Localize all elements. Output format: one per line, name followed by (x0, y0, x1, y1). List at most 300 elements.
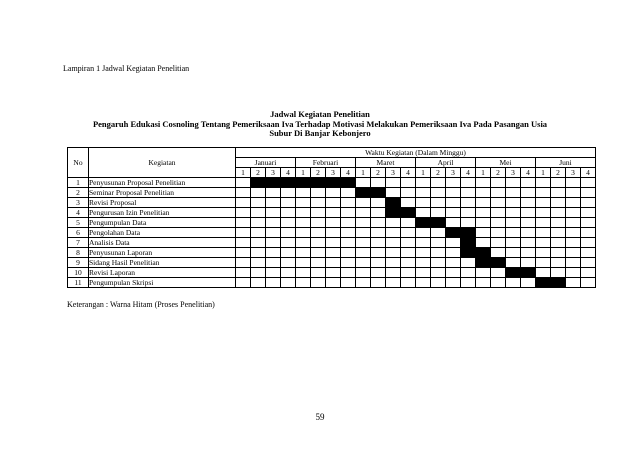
week-header: 1 (416, 168, 431, 178)
schedule-cell-active (401, 208, 416, 218)
schedule-cell (296, 248, 311, 258)
schedule-cell (281, 268, 296, 278)
table-row (68, 178, 596, 188)
row-number: 10 (68, 268, 89, 278)
schedule-cell (416, 248, 431, 258)
schedule-cell (296, 268, 311, 278)
schedule-cell (566, 238, 581, 248)
schedule-cell-active (371, 188, 386, 198)
schedule-cell (521, 178, 536, 188)
schedule-cell (566, 278, 581, 288)
schedule-cell (281, 248, 296, 258)
schedule-cell (431, 178, 446, 188)
schedule-cell (296, 228, 311, 238)
schedule-cell (281, 198, 296, 208)
schedule-cell (551, 238, 566, 248)
schedule-cell (236, 228, 251, 238)
schedule-cell-active (326, 178, 341, 188)
schedule-cell-active (551, 278, 566, 288)
schedule-cell (476, 228, 491, 238)
schedule-cell (551, 198, 566, 208)
schedule-cell (416, 198, 431, 208)
schedule-cell (461, 188, 476, 198)
schedule-cell (551, 258, 566, 268)
schedule-cell (401, 278, 416, 288)
schedule-cell (311, 188, 326, 198)
schedule-cell (341, 228, 356, 238)
schedule-cell (356, 228, 371, 238)
schedule-cell (251, 188, 266, 198)
schedule-cell (386, 258, 401, 268)
schedule-cell (326, 188, 341, 198)
schedule-cell (386, 248, 401, 258)
week-header: 3 (266, 168, 281, 178)
schedule-cell (416, 178, 431, 188)
schedule-cell (326, 278, 341, 288)
schedule-cell-active (416, 218, 431, 228)
schedule-cell (461, 268, 476, 278)
schedule-cell (401, 188, 416, 198)
schedule-cell (251, 258, 266, 268)
schedule-cell (461, 258, 476, 268)
week-header: 3 (566, 168, 581, 178)
schedule-cell (236, 178, 251, 188)
schedule-cell (386, 278, 401, 288)
schedule-cell (236, 258, 251, 268)
schedule-cell (536, 198, 551, 208)
schedule-cell (311, 228, 326, 238)
schedule-cell (476, 198, 491, 208)
schedule-cell (491, 188, 506, 198)
table-row (68, 218, 596, 228)
schedule-cell (266, 198, 281, 208)
schedule-cell (581, 198, 596, 208)
table-row (68, 238, 596, 248)
schedule-cell (506, 218, 521, 228)
week-header: 3 (506, 168, 521, 178)
week-header: 2 (371, 168, 386, 178)
schedule-cell (251, 218, 266, 228)
week-header: 1 (536, 168, 551, 178)
schedule-cell (311, 238, 326, 248)
schedule-cell (581, 248, 596, 258)
lampiran-caption: Lampiran 1 Jadwal Kegiatan Penelitian (63, 64, 190, 73)
schedule-cell-active (296, 178, 311, 188)
schedule-cell (251, 198, 266, 208)
schedule-cell (386, 178, 401, 188)
schedule-cell (446, 218, 461, 228)
schedule-cell (311, 278, 326, 288)
schedule-cell (326, 198, 341, 208)
schedule-cell (476, 238, 491, 248)
schedule-cell (236, 268, 251, 278)
schedule-cell (386, 238, 401, 248)
schedule-cell (401, 238, 416, 248)
schedule-cell (311, 248, 326, 258)
page-number: 59 (315, 412, 325, 422)
schedule-cell (506, 248, 521, 258)
schedule-cell (266, 188, 281, 198)
schedule-cell (401, 228, 416, 238)
week-header: 3 (326, 168, 341, 178)
schedule-cell-active (386, 208, 401, 218)
schedule-cell (236, 198, 251, 208)
schedule-cell (506, 178, 521, 188)
row-number: 11 (68, 278, 89, 288)
schedule-cell (536, 238, 551, 248)
table-row (68, 258, 596, 268)
schedule-cell (296, 188, 311, 198)
row-number: 2 (68, 188, 89, 198)
schedule-cell (236, 188, 251, 198)
week-header: 2 (491, 168, 506, 178)
schedule-cell (521, 188, 536, 198)
schedule-cell (506, 198, 521, 208)
schedule-cell (251, 208, 266, 218)
schedule-cell (431, 238, 446, 248)
schedule-cell (356, 268, 371, 278)
schedule-cell (371, 238, 386, 248)
schedule-cell (236, 278, 251, 288)
schedule-cell (356, 218, 371, 228)
week-header: 4 (461, 168, 476, 178)
schedule-cell (566, 198, 581, 208)
schedule-cell (311, 208, 326, 218)
schedule-cell (476, 268, 491, 278)
schedule-cell (341, 268, 356, 278)
schedule-cell (491, 208, 506, 218)
activity-name: Penyusunan Laporan (89, 248, 236, 258)
table-row (68, 228, 596, 238)
schedule-cell (506, 228, 521, 238)
schedule-cell (356, 238, 371, 248)
schedule-cell (461, 208, 476, 218)
schedule-cell (356, 278, 371, 288)
schedule-cell (506, 188, 521, 198)
schedule-cell (356, 248, 371, 258)
schedule-cell (401, 248, 416, 258)
week-header: 4 (341, 168, 356, 178)
schedule-cell (551, 208, 566, 218)
row-number: 8 (68, 248, 89, 258)
schedule-cell-active (251, 178, 266, 188)
schedule-cell (431, 268, 446, 278)
schedule-cell (566, 268, 581, 278)
activity-name: Pengurusan Izin Penelitian (89, 208, 236, 218)
schedule-cell (371, 258, 386, 268)
schedule-cell (326, 238, 341, 248)
week-header: 1 (476, 168, 491, 178)
row-number: 1 (68, 178, 89, 188)
schedule-cell (446, 268, 461, 278)
schedule-cell (536, 188, 551, 198)
schedule-cell (536, 218, 551, 228)
month-header: Februari (296, 158, 356, 168)
header-kegiatan: Kegiatan (89, 148, 236, 178)
schedule-cell (326, 218, 341, 228)
schedule-cell-active (476, 258, 491, 268)
schedule-cell (446, 178, 461, 188)
schedule-cell (566, 228, 581, 238)
schedule-cell (326, 208, 341, 218)
table-row (68, 208, 596, 218)
week-header: 4 (401, 168, 416, 178)
week-header: 2 (551, 168, 566, 178)
schedule-cell (356, 178, 371, 188)
schedule-cell (506, 208, 521, 218)
schedule-cell (476, 218, 491, 228)
schedule-cell-active (266, 178, 281, 188)
schedule-cell (386, 188, 401, 198)
schedule-cell (566, 248, 581, 258)
schedule-cell (356, 258, 371, 268)
schedule-cell (266, 208, 281, 218)
schedule-cell (551, 268, 566, 278)
schedule-cell (506, 238, 521, 248)
schedule-cell (521, 248, 536, 258)
schedule-cell (431, 228, 446, 238)
schedule-table (67, 147, 596, 288)
schedule-cell (536, 178, 551, 188)
schedule-cell (281, 238, 296, 248)
row-number: 9 (68, 258, 89, 268)
activity-name: Sidang Hasil Penelitian (89, 258, 236, 268)
week-header: 3 (446, 168, 461, 178)
schedule-cell (281, 188, 296, 198)
schedule-cell (491, 248, 506, 258)
schedule-cell (281, 208, 296, 218)
schedule-cell (341, 238, 356, 248)
schedule-cell (536, 258, 551, 268)
schedule-cell (431, 278, 446, 288)
schedule-cell (281, 228, 296, 238)
schedule-cell (491, 178, 506, 188)
schedule-cell (236, 248, 251, 258)
schedule-cell (581, 218, 596, 228)
schedule-cell (296, 238, 311, 248)
week-header: 2 (311, 168, 326, 178)
title-line-2: Pengaruh Edukasi Cosnoling Tentang Pemeriksaan Iva Terhadap Motivasi Melakukan Pemeriksaan Iva Pada Pasangan Usia (92, 118, 548, 129)
schedule-cell-active (281, 178, 296, 188)
schedule-cell (266, 238, 281, 248)
schedule-cell (386, 268, 401, 278)
activity-name: Analisis Data (89, 238, 236, 248)
schedule-cell (566, 208, 581, 218)
schedule-cell (431, 198, 446, 208)
activity-name: Revisi Laporan (89, 268, 236, 278)
schedule-cell (521, 198, 536, 208)
schedule-cell (491, 268, 506, 278)
schedule-cell (461, 278, 476, 288)
schedule-cell (401, 178, 416, 188)
schedule-cell-active (506, 268, 521, 278)
schedule-cell (431, 188, 446, 198)
schedule-cell (326, 268, 341, 278)
schedule-cell (566, 178, 581, 188)
week-header: 4 (581, 168, 596, 178)
schedule-cell (491, 198, 506, 208)
schedule-cell (536, 268, 551, 278)
schedule-cell (296, 208, 311, 218)
schedule-cell (431, 208, 446, 218)
schedule-cell (536, 208, 551, 218)
schedule-cell (521, 208, 536, 218)
schedule-cell-active (431, 218, 446, 228)
schedule-cell (371, 278, 386, 288)
schedule-cell (446, 278, 461, 288)
schedule-cell (296, 278, 311, 288)
schedule-cell (401, 218, 416, 228)
schedule-cell (581, 268, 596, 278)
activity-name: Pengumpulan Skripsi (89, 278, 236, 288)
schedule-cell (566, 218, 581, 228)
schedule-cell (341, 218, 356, 228)
schedule-cell (491, 278, 506, 288)
schedule-cell (341, 278, 356, 288)
schedule-cell (266, 258, 281, 268)
schedule-cell (446, 248, 461, 258)
table-row (68, 188, 596, 198)
schedule-cell (311, 268, 326, 278)
schedule-cell (371, 218, 386, 228)
schedule-cell (356, 208, 371, 218)
schedule-cell (506, 258, 521, 268)
schedule-cell (341, 188, 356, 198)
schedule-cell-active (491, 258, 506, 268)
header-row-1 (68, 148, 596, 158)
schedule-cell (521, 258, 536, 268)
table-row (68, 278, 596, 288)
activity-name: Pengumpulan Data (89, 218, 236, 228)
schedule-cell (431, 258, 446, 268)
schedule-cell (401, 268, 416, 278)
schedule-cell (581, 208, 596, 218)
activity-name: Pengolahan Data (89, 228, 236, 238)
schedule-cell (401, 198, 416, 208)
week-header: 1 (296, 168, 311, 178)
schedule-cell (371, 248, 386, 258)
schedule-cell (461, 178, 476, 188)
week-header: 4 (281, 168, 296, 178)
schedule-cell (341, 258, 356, 268)
schedule-cell (581, 178, 596, 188)
schedule-cell (476, 188, 491, 198)
table-row (68, 248, 596, 258)
schedule-cell (416, 238, 431, 248)
schedule-cell (251, 238, 266, 248)
schedule-cell (296, 258, 311, 268)
schedule-cell (281, 258, 296, 268)
week-header: 2 (251, 168, 266, 178)
week-header: 3 (386, 168, 401, 178)
schedule-cell (341, 208, 356, 218)
schedule-cell (521, 278, 536, 288)
schedule-cell (416, 278, 431, 288)
schedule-cell (566, 188, 581, 198)
schedule-cell (551, 178, 566, 188)
schedule-cell (251, 268, 266, 278)
schedule-body (68, 178, 596, 288)
row-number: 3 (68, 198, 89, 208)
schedule-cell (341, 198, 356, 208)
schedule-cell (326, 258, 341, 268)
schedule-cell (551, 218, 566, 228)
schedule-cell (461, 218, 476, 228)
schedule-cell-active (311, 178, 326, 188)
schedule-cell (416, 188, 431, 198)
schedule-cell (521, 238, 536, 248)
activity-name: Penyusunan Proposal Penelitian (89, 178, 236, 188)
schedule-cell (341, 248, 356, 258)
schedule-cell (536, 228, 551, 238)
schedule-cell-active (341, 178, 356, 188)
schedule-cell (296, 198, 311, 208)
schedule-cell (281, 218, 296, 228)
schedule-title (60, 110, 580, 139)
schedule-cell (266, 218, 281, 228)
schedule-cell-active (386, 198, 401, 208)
row-number: 5 (68, 218, 89, 228)
row-number: 6 (68, 228, 89, 238)
title-line-3: Subur Di Banjar Kebonjero (269, 128, 371, 138)
schedule-cell (581, 258, 596, 268)
week-header: 2 (431, 168, 446, 178)
week-header: 4 (521, 168, 536, 178)
schedule-cell (326, 248, 341, 258)
table-row (68, 268, 596, 278)
schedule-cell (296, 218, 311, 228)
schedule-cell (476, 208, 491, 218)
schedule-cell (491, 218, 506, 228)
schedule-cell (311, 218, 326, 228)
activity-name: Revisi Proposal (89, 198, 236, 208)
schedule-cell-active (476, 248, 491, 258)
schedule-cell (581, 228, 596, 238)
month-header: Maret (356, 158, 416, 168)
schedule-cell (326, 228, 341, 238)
schedule-cell (536, 248, 551, 258)
schedule-cell (521, 218, 536, 228)
schedule-cell (491, 228, 506, 238)
schedule-cell (371, 208, 386, 218)
schedule-cell-active (536, 278, 551, 288)
schedule-cell (236, 238, 251, 248)
activity-name: Seminar Proposal Penelitian (89, 188, 236, 198)
schedule-cell (266, 268, 281, 278)
schedule-cell (416, 268, 431, 278)
schedule-cell (236, 208, 251, 218)
schedule-cell (401, 258, 416, 268)
month-header: April (416, 158, 476, 168)
schedule-cell (476, 278, 491, 288)
week-header: 1 (236, 168, 251, 178)
schedule-cell (446, 238, 461, 248)
schedule-cell (581, 188, 596, 198)
header-no: No (68, 148, 89, 178)
table-row (68, 198, 596, 208)
schedule-cell (236, 218, 251, 228)
schedule-cell (566, 258, 581, 268)
schedule-cell (281, 278, 296, 288)
schedule-cell-active (461, 228, 476, 238)
header-waktu: Waktu Kegiatan (Dalam Minggu) (236, 148, 596, 158)
schedule-cell-active (521, 268, 536, 278)
schedule-cell-active (461, 238, 476, 248)
schedule-cell (371, 198, 386, 208)
schedule-cell (371, 228, 386, 238)
row-number: 7 (68, 238, 89, 248)
schedule-cell (251, 248, 266, 258)
